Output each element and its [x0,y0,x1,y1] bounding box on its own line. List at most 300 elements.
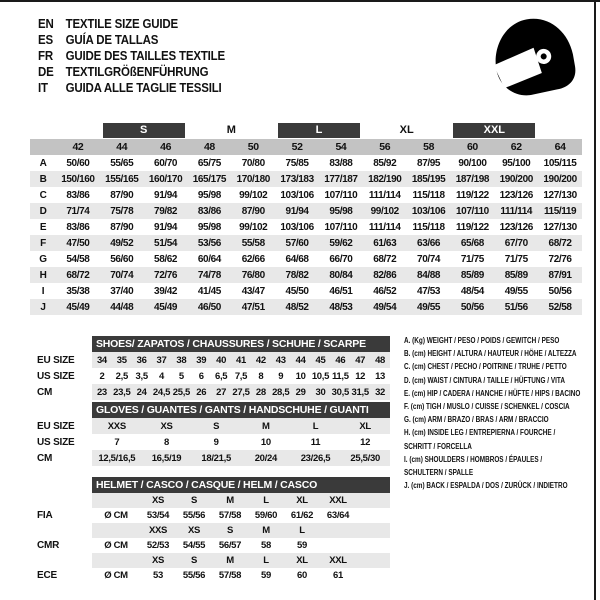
language-code: IT [38,81,48,95]
textile-row-a [30,155,582,171]
textile-value: 49/52 [110,237,134,249]
textile-value: 48/54 [460,285,484,297]
helmet-size-table [35,477,395,583]
value-cell: 46 [335,354,346,366]
corner-cell [30,139,56,155]
helmet-size: S [190,555,198,566]
textile-value: 72/76 [548,253,572,265]
textile-value: 51/56 [504,301,528,313]
textile-value: 51/54 [154,237,178,249]
value-cell: 23/26,5 [300,452,331,464]
value-cell: 24 [136,386,147,398]
helmet-values-row-cmr [35,538,395,553]
helmet-sizes-row-fia [35,493,395,508]
racing-helmet-icon [486,14,582,108]
size-group-s: S [103,123,185,138]
value-cell: 6,5 [214,370,228,382]
legend-line: F. (cm) TIGH / MUSLO / CUISSE / SCHENKEL / COSCIA [404,402,570,412]
helmet-values [92,538,390,553]
gloves-size-table [35,402,395,466]
value-cell: 35 [116,354,127,366]
textile-value: 52/58 [548,301,572,313]
textile-value: 87/91 [548,269,572,281]
textile-value: 59/62 [329,237,353,249]
value-cell: 25,5/30 [350,452,380,464]
textile-value: 103/106 [280,189,314,201]
legend-line: SCHULTERN / SPALLE [404,468,474,478]
value-cell: 8 [258,370,264,382]
language-code: DE [38,65,54,79]
helmet-sizes-row-cmr [35,523,395,538]
row-label: EU SIZE [37,420,75,432]
textile-value: 50/56 [460,301,484,313]
legend-line: A. (Kg) WEIGHT / PESO / POIDS / GEWITCH / PESO [404,336,560,345]
textile-value: 95/98 [197,221,221,233]
textile-value: 190/200 [543,173,577,185]
textile-value: 111/114 [500,205,533,217]
value-cell: 12 [360,436,371,448]
value-cell: 31,5 [351,386,369,398]
size-group-l: L [278,123,360,138]
textile-value: 47/51 [241,301,265,313]
value-cell: 7 [114,436,120,448]
helmet-size: M [226,495,234,506]
value-cell: 61/62 [290,510,314,521]
textile-value: 107/110 [456,205,489,217]
textile-value: 91/94 [154,221,178,233]
textile-value: 70/80 [241,157,265,169]
textile-value: 83/88 [329,157,353,169]
row-letter: C [39,189,47,201]
language-code: FR [38,49,53,63]
textile-value: 85/89 [460,269,484,281]
row-letter: D [39,205,47,217]
textile-value: 155/165 [105,173,139,185]
value-cell: 11 [310,436,321,448]
legend-line: E. (cm) HIP / CADERA / HANCHE / HÜFTE / HIPS / BACINO [404,388,581,398]
value-cell: 7,5 [234,370,248,382]
textile-value: 71/74 [66,205,90,217]
textile-value: 76/80 [241,269,265,281]
legend-line: J. (cm) BACK / ESPALDA / DOS / ZURÜCK / INDIETRO [404,481,568,491]
textile-value: 48/52 [285,301,309,313]
value-cell: 61 [333,570,343,581]
textile-row-f [30,235,582,251]
legend-line: I. (cm) SHOULDERS / HOMBROS / ÉPAULES / [404,454,543,464]
textile-value: 66/70 [329,253,353,265]
row-letter: G [39,253,47,265]
textile-value: 87/95 [417,157,441,169]
textile-value: 177/187 [324,173,358,185]
helmet-values [92,568,390,583]
textile-value: 70/74 [417,253,441,265]
textile-value: 46/51 [329,285,353,297]
legend-line: B. (cm) HEIGHT / ALTURA / HAUTEUR / HÖHE / ALTEZZA [404,349,577,359]
numeric-size: 44 [116,141,128,153]
textile-value: 60/70 [154,157,178,169]
textile-value: 63/66 [417,237,441,249]
language-title: TEXTILGRÖßENFÜHRUNG [65,65,209,79]
legend-item-i [404,453,600,479]
row-letter: B [39,173,47,185]
textile-row-e [30,219,582,235]
textile-value: 160/170 [148,173,183,185]
language-row [38,48,225,64]
value-cell: 28 [255,386,266,398]
textile-value: 71/75 [504,253,528,265]
textile-value: 46/52 [373,285,397,297]
textile-value: 39/42 [154,285,178,297]
textile-value: 58/62 [154,253,178,265]
language-title: GUÍA DE TALLAS [65,33,159,47]
textile-value: 87/90 [110,189,134,201]
textile-value: 49/55 [417,301,441,313]
value-cell: 9 [278,370,284,382]
textile-value: 119/122 [456,221,489,233]
language-row [38,32,225,48]
value-cell: 27 [216,386,227,398]
language-row [38,16,225,32]
helmet-size: XS [187,525,201,536]
textile-value: 83/86 [197,205,221,217]
value-cell: 3,5 [135,370,148,382]
textile-value: 46/50 [197,301,221,313]
value-cell: 57/58 [218,510,242,521]
textile-value: 61/63 [373,237,397,249]
row-cm [35,450,395,466]
helmet-size: S [226,525,234,536]
row-us-size [35,434,395,450]
value-cell: 59 [261,570,271,581]
numeric-size: 56 [379,141,391,153]
unit-label: Ø CM [104,510,128,521]
numeric-size: 42 [72,141,84,153]
helmet-sizes [92,553,390,568]
helmet-size: XL [296,555,308,566]
textile-value: 111/114 [368,221,401,233]
textile-value: 115/118 [412,221,445,233]
textile-value: 43/47 [241,285,265,297]
value-cell: 59 [297,540,307,551]
value-cell: 34 [96,354,107,366]
helmet-values-row-fia [35,508,395,523]
textile-row-h [30,267,582,283]
textile-value: 87/90 [110,221,134,233]
textile-value: 185/195 [411,173,446,185]
size-group-header-row [30,121,582,139]
textile-value: 182/190 [368,173,402,185]
shoes-size-table [35,336,395,400]
textile-value: 56/60 [110,253,134,265]
value-cell: 63/64 [326,510,350,521]
textile-row-c [30,187,582,203]
textile-value: 65/68 [460,237,484,249]
language-title: TEXTILE SIZE GUIDE [65,17,178,31]
value-cell: 45 [315,354,326,366]
textile-row-d [30,203,582,219]
gloves-table-body [35,418,395,466]
value-cell: 41 [236,354,246,366]
row-values [92,384,390,400]
legend-line: D. (cm) WAIST / CINTURA / TAILLE / HÜFTUNG / VITA [404,375,565,385]
value-cell: 18/21,5 [201,452,231,464]
textile-value: 64/68 [285,253,309,265]
value-cell: 42 [255,354,266,366]
legend-line: C. (cm) CHEST / PECHO / POITRINE / TRUHE / PETTO [404,362,567,372]
textile-value: 79/82 [154,205,178,217]
language-title: GUIDA ALLE TAGLIE TESSILI [65,81,222,95]
language-row [38,80,225,96]
legend-item-d [404,374,600,387]
helmet-size: M [262,525,270,536]
textile-value: 127/130 [543,189,577,201]
textile-value: 48/53 [329,301,353,313]
row-values [92,368,390,384]
size-group-xl: XL [399,124,414,136]
language-title-list [38,16,225,96]
size-group-m: M [226,124,236,136]
value-cell: 12 [355,370,366,382]
textile-value: 57/60 [285,237,309,249]
value-cell: 28,5 [272,386,290,398]
language-code: ES [38,33,53,47]
textile-value: 83/86 [66,189,90,201]
standard-label: CMR [37,540,60,551]
textile-value: 49/55 [504,285,528,297]
standard-label: ECE [37,570,57,581]
textile-value: 119/122 [456,189,489,201]
numeric-size: 58 [423,141,435,153]
numeric-size: 60 [466,141,478,153]
value-cell: 12,5/16,5 [98,452,136,464]
legend-item-e [404,387,600,400]
textile-value: 173/183 [280,173,314,185]
row-letter: E [39,221,47,233]
helmet-size: L [263,495,269,506]
textile-value: 115/118 [412,189,445,201]
textile-value: 99/102 [239,221,268,233]
row-letter: A [39,157,47,169]
textile-value: 71/75 [460,253,484,265]
helmet-size: M [226,555,234,566]
textile-value: 45/50 [285,285,309,297]
row-cm [35,384,395,400]
textile-value: 165/175 [192,173,227,185]
size-group-xxl: XXL [453,123,535,138]
value-cell: 26 [196,386,207,398]
textile-row-j [30,299,582,315]
value-cell: 30,5 [331,386,349,398]
row-letter: H [39,269,47,281]
legend-item-g [404,413,600,426]
value-cell: 36 [136,354,147,366]
row-label: US SIZE [37,370,75,382]
legend-item-b [404,347,600,360]
textile-value: 72/76 [154,269,178,281]
textile-value: 84/88 [417,269,441,281]
textile-value: 44/48 [110,301,134,313]
textile-value: 68/72 [66,269,90,281]
row-values [92,352,390,368]
value-cell: 57/58 [218,570,242,581]
textile-value: 45/49 [66,301,90,313]
row-letter: J [40,301,46,313]
shoes-table-body [35,352,395,400]
textile-value: 47/53 [417,285,441,297]
textile-value: 70/74 [110,269,134,281]
textile-row-i [30,283,582,299]
value-cell: 48 [375,354,386,366]
value-cell: 32 [375,386,386,398]
row-values [92,418,390,434]
numeric-size: 48 [203,141,215,153]
value-cell: 24,5 [152,386,171,398]
textile-size-table [30,121,582,315]
textile-value: 85/92 [373,157,397,169]
value-cell: 8 [164,436,169,448]
row-letter: I [41,285,45,297]
row-label: CM [37,452,53,464]
helmet-table-body [35,493,395,583]
shoes-table-title: SHOES/ ZAPATOS / CHAUSSURES / SCHUHE / SCARPE [92,336,390,352]
value-cell: 29 [295,386,306,398]
textile-value: 90/100 [458,157,487,169]
textile-value: 50/60 [66,157,90,169]
row-label: EU SIZE [37,354,75,366]
textile-value: 55/58 [241,237,265,249]
textile-value: 123/126 [499,221,533,233]
measurement-legend [404,334,600,492]
value-cell: 38 [176,354,187,366]
row-label: CM [37,386,53,398]
textile-value: 37/40 [110,285,134,297]
helmet-size: XS [151,495,165,506]
numeric-size: 54 [335,141,347,153]
numeric-size: 62 [510,141,522,153]
textile-value: 65/75 [197,157,221,169]
textile-value: 111/114 [368,189,401,201]
textile-value: 99/102 [370,205,399,217]
textile-value: 60/64 [197,253,221,265]
legend-item-h [404,426,600,452]
row-us-size [35,368,395,384]
textile-value: 62/66 [241,253,265,265]
legend-line: G. (cm) ARM / BRAZO / BRAS / ARM / BRACCIO [404,415,549,425]
language-row [38,64,225,80]
textile-value: 91/94 [154,189,178,201]
value-cell: 10 [260,436,271,448]
value-cell: 16,5/19 [151,452,182,464]
value-cell: 10 [295,370,306,382]
textile-value: 74/78 [197,269,221,281]
value-cell: 5 [178,370,184,382]
value-cell: 55/56 [182,570,206,581]
textile-value: 75/78 [110,205,134,217]
value-cell: 27,5 [232,386,250,398]
textile-value: 107/110 [324,189,358,201]
textile-value: 35/38 [66,285,90,297]
legend-line: H. (cm) INSIDE LEG / ENTREPIERNA / FOURCHE / [404,428,556,438]
textile-value: 99/102 [239,189,268,201]
unit-label: Ø CM [104,570,128,581]
textile-row-g [30,251,582,267]
helmet-size: L [263,555,269,566]
textile-value: 170/180 [236,173,270,185]
row-label: US SIZE [37,436,75,448]
value-cell: S [213,420,220,432]
value-cell: 4 [159,370,165,382]
helmet-size: XL [296,495,308,506]
helmet-size: XXS [148,525,168,536]
row-letter: F [40,237,46,249]
textile-value: 123/126 [499,189,533,201]
helmet-sizes [92,493,390,508]
helmet-values [92,508,390,523]
value-cell: 20/24 [254,452,277,464]
helmet-size: L [299,525,305,536]
textile-value: 55/65 [110,157,134,169]
textile-value: 105/115 [543,157,577,169]
value-cell: 53/54 [146,510,170,521]
value-cell: 43 [275,354,286,366]
value-cell: 40 [216,354,227,366]
value-cell: M [262,420,270,432]
helmet-size: XXL [329,495,347,506]
value-cell: 39 [196,354,207,366]
textile-value: 45/49 [154,301,178,313]
value-cell: 53 [153,570,163,581]
textile-table-body [30,155,582,315]
row-values [92,434,390,450]
textile-value: 47/50 [66,237,90,249]
value-cell: XS [160,420,173,432]
value-cell: XXS [107,420,126,432]
gloves-table-title: GLOVES / GUANTES / GANTS / HANDSCHUHE / GUANTI [92,402,390,418]
textile-value: 95/98 [197,189,221,201]
value-cell: 56/57 [218,540,242,551]
textile-value: 78/82 [285,269,309,281]
textile-value: 95/98 [329,205,353,217]
row-values [92,450,390,466]
frame-top-border [0,0,600,2]
numeric-size-row [30,139,582,155]
value-cell: 44 [295,354,306,366]
value-cell: 30 [315,386,326,398]
value-cell: 9 [213,436,219,448]
legend-item-f [404,400,600,413]
helmet-sizes-row-ece [35,553,395,568]
value-cell: 60 [297,570,307,581]
legend-item-j [404,479,600,492]
value-cell: 23,5 [113,386,131,398]
unit-label: Ø CM [104,540,128,551]
helmet-size: XXL [329,555,347,566]
textile-value: 87/90 [241,205,265,217]
textile-value: 54/58 [66,253,90,265]
textile-value: 82/86 [373,269,397,281]
textile-value: 41/45 [197,285,221,297]
value-cell: 37 [156,354,167,366]
value-cell: 52/53 [146,540,170,551]
numeric-size: 50 [247,141,259,153]
value-cell: 6 [198,370,204,382]
textile-value: 103/106 [280,221,314,233]
textile-value: 91/94 [285,205,309,217]
textile-value: 50/56 [548,285,572,297]
textile-value: 83/86 [66,221,90,233]
textile-value: 68/72 [373,253,397,265]
textile-value: 68/72 [548,237,572,249]
